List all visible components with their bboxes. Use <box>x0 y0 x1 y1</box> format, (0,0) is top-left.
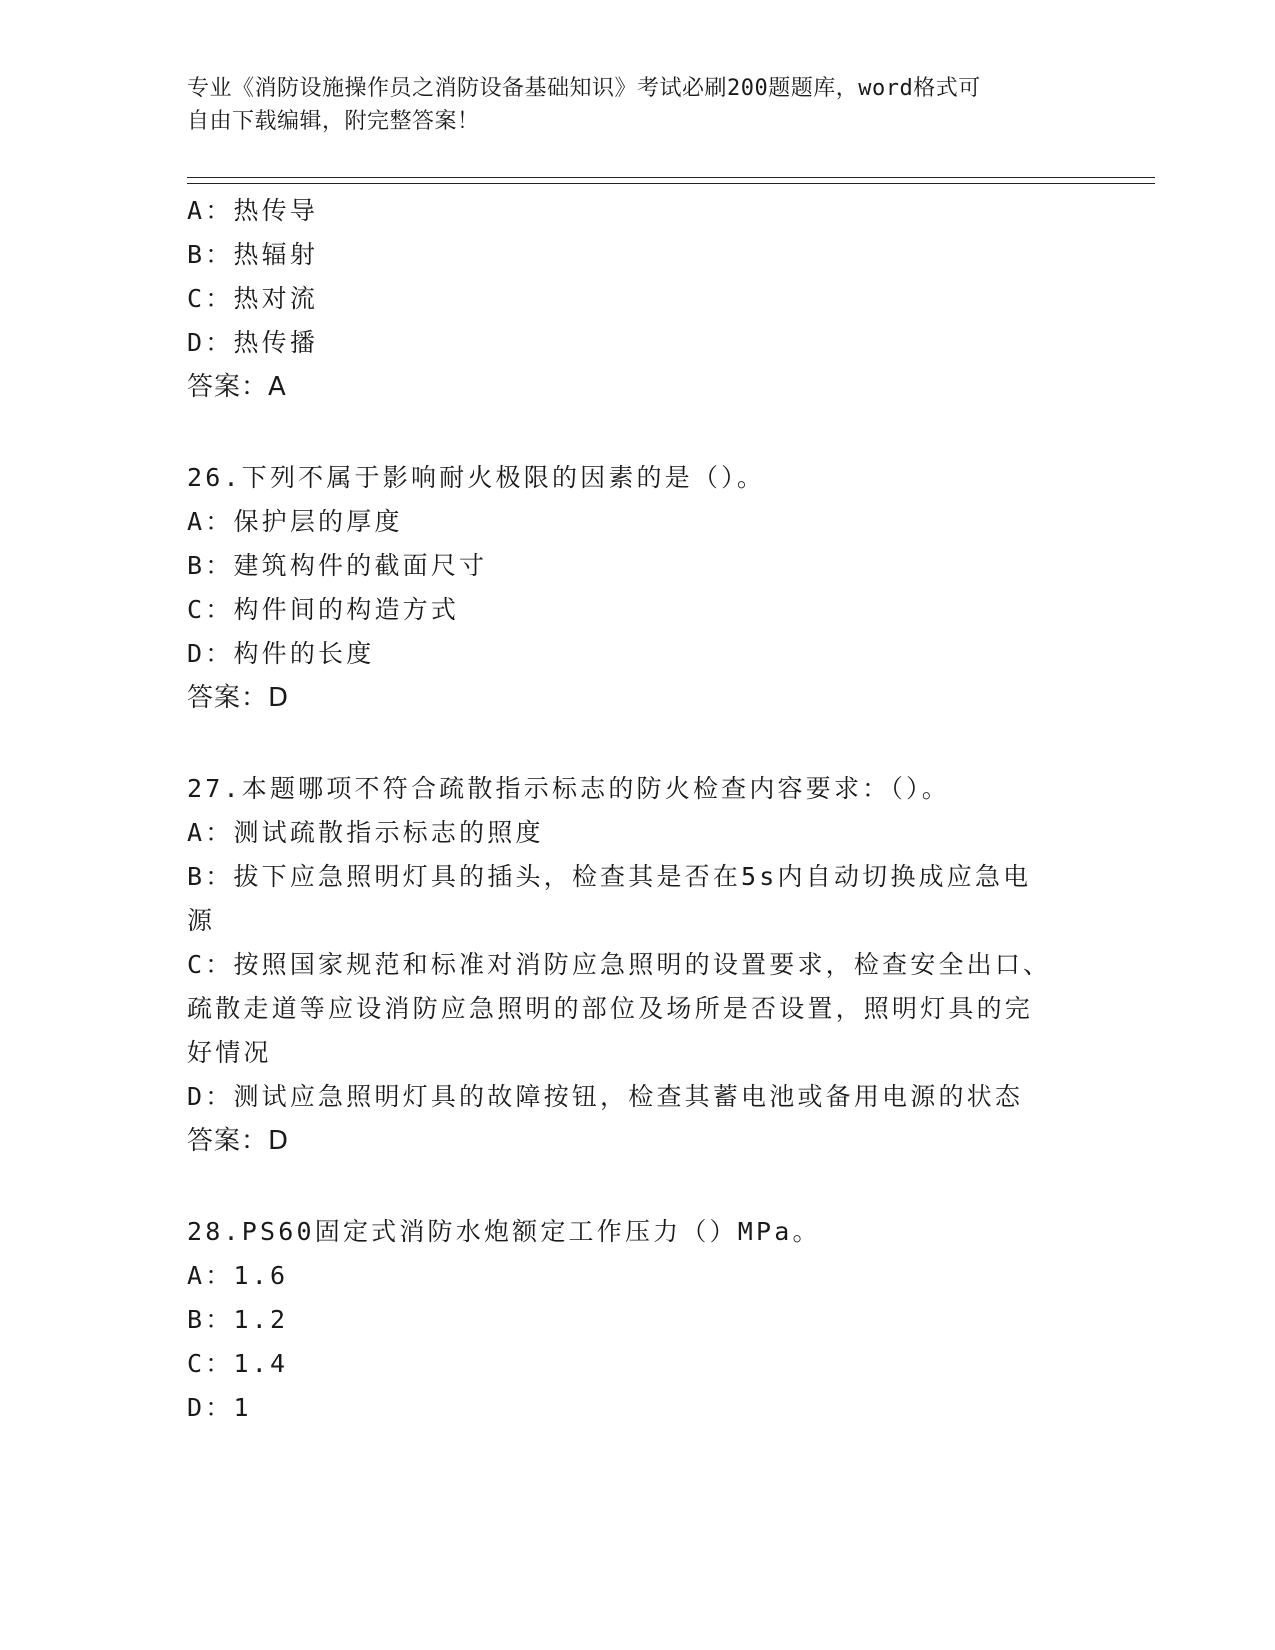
q27-option-a: A：测试疏散指示标志的照度 <box>187 818 544 847</box>
q28-option-a: A：1.6 <box>187 1261 289 1290</box>
q26-question: 26.下列不属于影响耐火极限的因素的是（）。 <box>187 463 766 492</box>
q28-option-c: C：1.4 <box>187 1349 289 1378</box>
q26-option-d: D：构件的长度 <box>187 639 375 668</box>
q28-option-b: B：1.2 <box>187 1305 289 1334</box>
q26-option-c: C：构件间的构造方式 <box>187 595 460 624</box>
header-divider-top <box>187 177 1155 178</box>
q25-answer: 答案：A <box>187 372 287 402</box>
q27-question: 27.本题哪项不符合疏散指示标志的防火检查内容要求：（）。 <box>187 774 950 803</box>
q26-option-a: A：保护层的厚度 <box>187 507 403 536</box>
header-line-1: 专业《消防设施操作员之消防设备基础知识》考试必刷200题题库，word格式可 <box>187 76 981 101</box>
q25-option-d: D：热传播 <box>187 328 319 357</box>
q27-option-b-line-2: 源 <box>187 906 216 935</box>
q26-answer: 答案：D <box>187 683 290 713</box>
q25-option-a: A：热传导 <box>187 196 319 225</box>
header-divider-bottom <box>187 183 1155 184</box>
q27-option-c-line-2: 疏散走道等应设消防应急照明的部位及场所是否设置，照明灯具的完 <box>187 994 1034 1023</box>
q25-option-c: C：热对流 <box>187 284 319 313</box>
q27-option-b-line-1: B：拔下应急照明灯具的插头，检查其是否在5s内自动切换成应急电 <box>187 862 1032 891</box>
q26-option-b: B：建筑构件的截面尺寸 <box>187 551 488 580</box>
header-line-2: 自由下载编辑，附完整答案！ <box>187 109 480 134</box>
q27-option-c-line-1: C：按照国家规范和标准对消防应急照明的设置要求，检查安全出口、 <box>187 950 1052 979</box>
q27-option-c-line-3: 好情况 <box>187 1038 272 1067</box>
document-header <box>187 72 1087 138</box>
q25-option-b: B：热辐射 <box>187 240 319 269</box>
q28-question: 28.PS60固定式消防水炮额定工作压力（）MPa。 <box>187 1217 821 1246</box>
q27-option-d: D：测试应急照明灯具的故障按钮，检查其蓄电池或备用电源的状态 <box>187 1082 1024 1111</box>
q27-answer: 答案：D <box>187 1126 290 1156</box>
q28-option-d: D：1 <box>187 1393 252 1422</box>
